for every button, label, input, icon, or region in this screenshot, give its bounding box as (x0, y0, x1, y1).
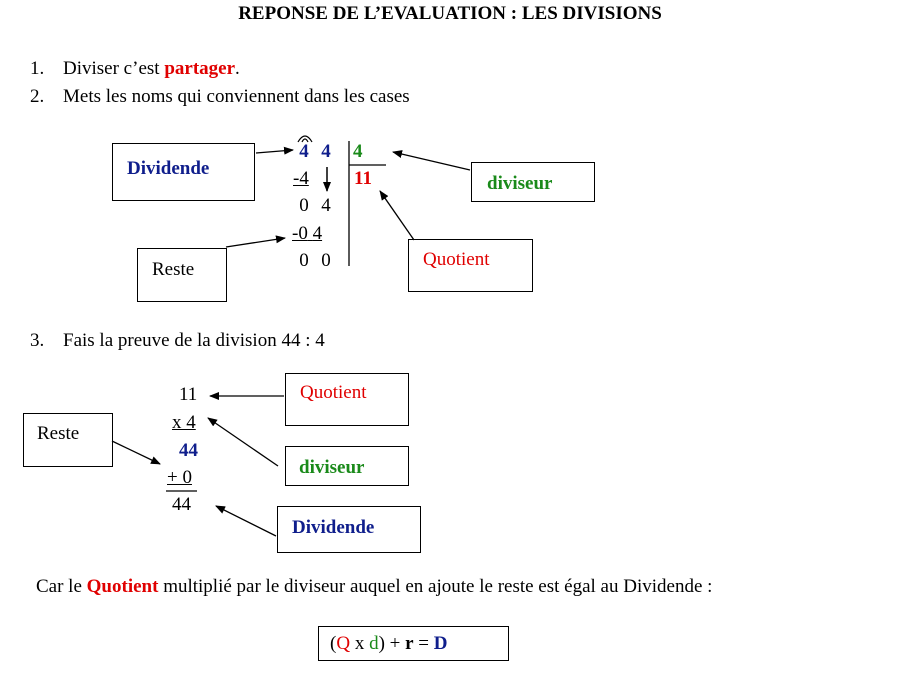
formula-plus: ) + (378, 633, 406, 654)
proof-reste-arrow (112, 441, 160, 464)
question-3-number: 3. (30, 330, 45, 351)
proof-result: 44 (172, 494, 191, 515)
proof-dividende-arrow (216, 506, 276, 536)
formula-q: Q (336, 633, 351, 654)
question-1-text: Diviser c’est (63, 58, 165, 79)
conclusion-start: Car le (36, 576, 87, 597)
question-2-number: 2. (30, 86, 45, 107)
subtraction-2-minus: -0 (292, 223, 308, 244)
conclusion-quotient: Quotient (86, 576, 159, 597)
diviseur-arrow (393, 152, 470, 170)
proof-dividende-label: Dividende (292, 517, 375, 538)
dividende-arrow (256, 150, 293, 153)
proof-quotient-label: Quotient (300, 382, 367, 403)
question-2-text: Mets les noms qui conviennent dans les cases (63, 86, 410, 107)
dividend-digit-2: 4 (321, 141, 331, 162)
proof-diviseur-label: diviseur (299, 457, 365, 478)
subtraction-2-digit: 4 (312, 223, 323, 244)
proof-reste-label: Reste (37, 423, 80, 444)
dividend-digit-1: 4 (299, 141, 309, 162)
quotient-arrow (380, 191, 414, 240)
dividende-label: Dividende (127, 158, 210, 179)
diviseur-label: diviseur (487, 173, 553, 194)
partial-digit-2: 4 (321, 195, 331, 216)
partial-digit-1: 0 (299, 195, 309, 216)
formula-open: ( (330, 633, 337, 654)
question-1-answer: partager (164, 58, 236, 79)
question-3-text: Fais la preuve de la division 44 : 4 (63, 330, 325, 351)
proof-quotient: 11 (179, 384, 198, 405)
remainder-digit-2: 0 (321, 250, 331, 271)
conclusion-end: multiplié par le diviseur auquel en ajoute le reste est égal au Dividende : (158, 576, 713, 597)
formula-d: d (369, 633, 379, 654)
divisor-value: 4 (353, 141, 363, 162)
proof-multiplier: x 4 (172, 412, 196, 433)
formula-times: x (350, 633, 370, 654)
formula-equals: = (413, 633, 434, 654)
subtraction-1: -4 (293, 168, 309, 189)
quotient-label: Quotient (423, 249, 490, 270)
remainder-digit-1: 0 (299, 250, 309, 271)
reste-label: Reste (152, 259, 195, 280)
proof-product: 44 (179, 440, 198, 461)
quotient-value: 11 (354, 168, 372, 189)
formula-D: D (433, 633, 448, 654)
question-1-end: . (235, 58, 240, 79)
proof-remainder: + 0 (167, 467, 192, 488)
page-title: REPONSE DE L’EVALUATION : LES DIVISIONS (238, 3, 662, 24)
question-1-number: 1. (30, 58, 45, 79)
formula-r: r (405, 633, 414, 654)
reste-arrow (226, 238, 285, 247)
proof-diviseur-arrow (208, 418, 278, 466)
